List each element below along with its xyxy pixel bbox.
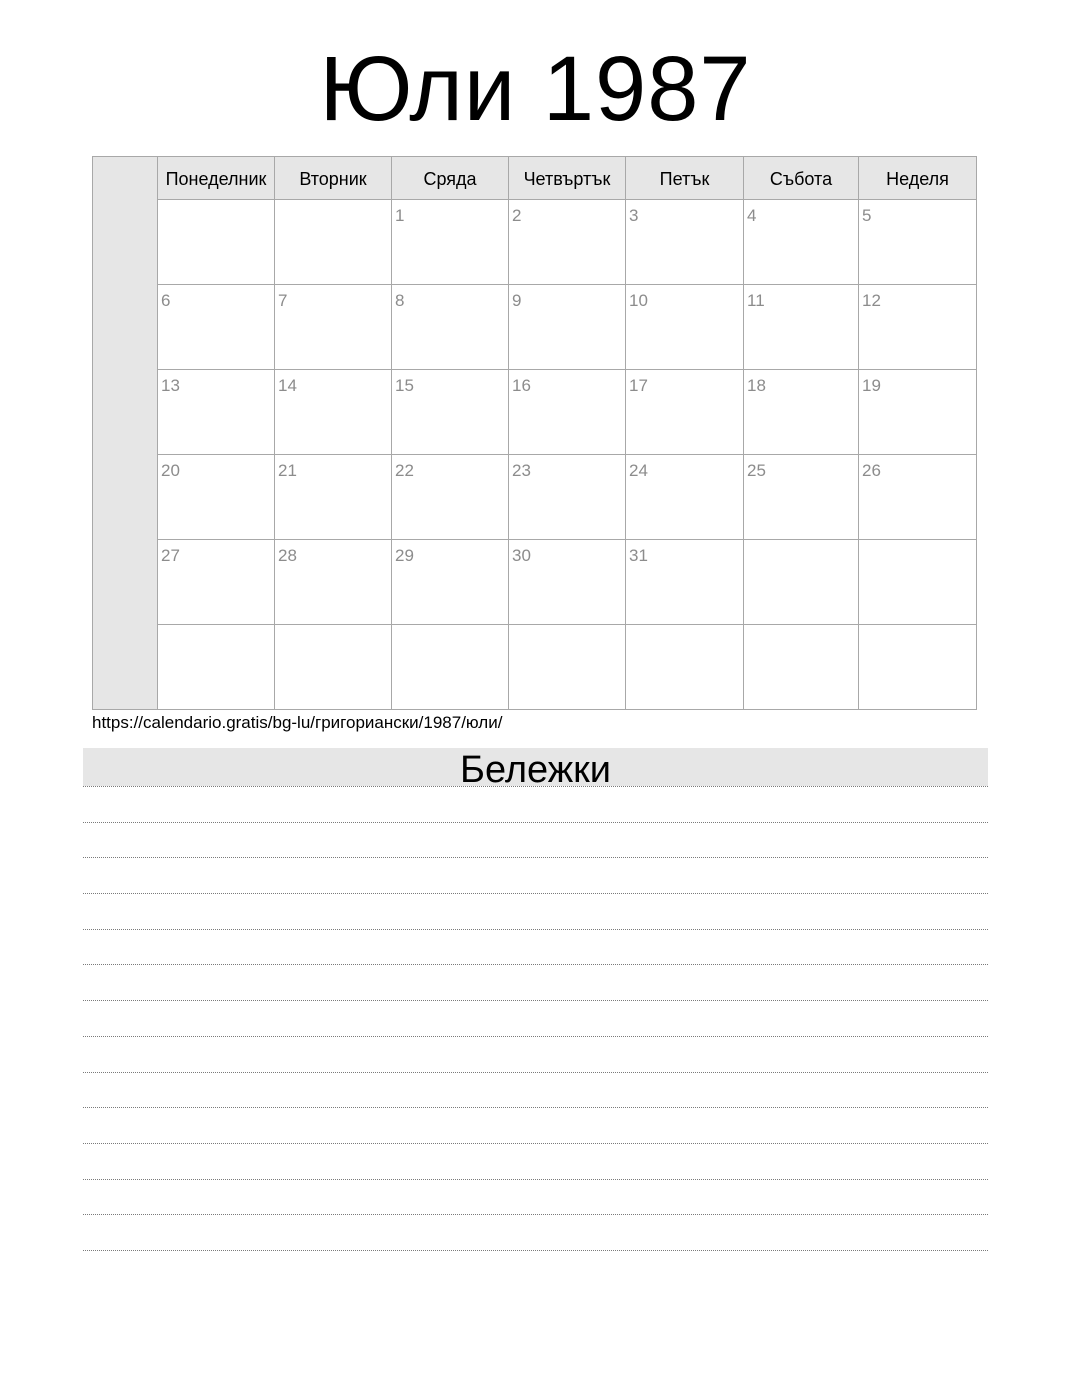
day-number: 27 [161, 546, 180, 565]
week-number-column [93, 157, 158, 709]
weekday-wednesday: Сряда [392, 157, 509, 199]
notes-line [83, 964, 988, 965]
day-number: 7 [278, 291, 288, 310]
notes-line [83, 822, 988, 823]
day-number: 2 [512, 206, 522, 225]
day-cell [744, 370, 859, 455]
weekday-friday: Петък [626, 157, 744, 199]
day-number: 30 [512, 546, 531, 565]
day-number: 24 [629, 461, 648, 480]
day-cell [392, 370, 509, 455]
notes-line [83, 1036, 988, 1037]
weekday-sunday: Неделя [886, 169, 949, 189]
notes-line [83, 786, 988, 787]
day-number: 16 [512, 376, 531, 395]
notes-line [83, 1072, 988, 1073]
day-cell [859, 455, 976, 540]
day-number: 6 [161, 291, 171, 310]
day-number: 26 [862, 461, 881, 480]
day-number: 18 [747, 376, 766, 395]
notes-line [83, 1179, 988, 1180]
day-cell [509, 285, 626, 370]
day-number: 29 [395, 546, 414, 565]
day-number: 23 [512, 461, 531, 480]
notes-line [83, 1107, 988, 1108]
notes-heading: Бележки [83, 748, 988, 786]
day-number: 31 [629, 546, 648, 565]
weekday-saturday: Събота [744, 157, 859, 199]
day-number: 13 [161, 376, 180, 395]
day-number: 19 [862, 376, 881, 395]
day-number: 1 [395, 206, 405, 225]
day-cell [509, 200, 626, 285]
weekday-tuesday: Вторник [275, 157, 392, 199]
day-cell [509, 455, 626, 540]
day-cell [275, 370, 392, 455]
day-cell [158, 625, 275, 709]
day-cell [859, 370, 976, 455]
notes-line [83, 893, 988, 894]
day-number: 8 [395, 291, 405, 310]
day-number: 4 [747, 206, 757, 225]
day-cell [158, 455, 275, 540]
day-cell [392, 455, 509, 540]
day-cell [275, 625, 392, 709]
notes-line [83, 1000, 988, 1001]
day-cell [859, 625, 976, 709]
day-cell [509, 370, 626, 455]
day-cell [392, 285, 509, 370]
day-cell [275, 455, 392, 540]
notes-line [83, 1214, 988, 1215]
notes-line [83, 929, 988, 930]
day-cell [158, 540, 275, 625]
day-number: 15 [395, 376, 414, 395]
day-number: 5 [862, 206, 872, 225]
day-cell [744, 285, 859, 370]
day-cell [744, 625, 859, 709]
day-number: 22 [395, 461, 414, 480]
day-number: 10 [629, 291, 648, 310]
day-number: 25 [747, 461, 766, 480]
day-cell [744, 540, 859, 625]
day-cell [158, 370, 275, 455]
page-title: Юли 1987 [319, 38, 752, 140]
day-cell [626, 370, 744, 455]
notes-line [83, 857, 988, 858]
day-cell [392, 625, 509, 709]
day-cell [392, 200, 509, 285]
day-cell [859, 285, 976, 370]
month-calendar [92, 156, 977, 710]
calendar-grid [158, 157, 976, 709]
day-cell [158, 285, 275, 370]
day-cell [744, 200, 859, 285]
day-number: 21 [278, 461, 297, 480]
day-number: 28 [278, 546, 297, 565]
day-cell [626, 285, 744, 370]
weekday-monday: Понеделник [158, 157, 275, 199]
day-number: 20 [161, 461, 180, 480]
day-cell [744, 455, 859, 540]
notes-line [83, 1143, 988, 1144]
day-number: 12 [862, 291, 881, 310]
day-cell [626, 540, 744, 625]
day-number: 9 [512, 291, 522, 310]
day-cell [509, 540, 626, 625]
day-cell [626, 625, 744, 709]
notes-line [83, 1250, 988, 1251]
day-cell [626, 200, 744, 285]
day-number: 3 [629, 206, 639, 225]
day-cell [275, 200, 392, 285]
day-cell [275, 285, 392, 370]
day-cell [275, 540, 392, 625]
day-cell [859, 200, 976, 285]
weekday-header-row [158, 157, 976, 200]
day-cell [859, 540, 976, 625]
day-cell [392, 540, 509, 625]
day-cell [509, 625, 626, 709]
day-number: 17 [629, 376, 648, 395]
day-number: 11 [747, 291, 765, 310]
day-cell [626, 455, 744, 540]
day-cell [158, 200, 275, 285]
source-link[interactable]: https://calendario.gratis/bg-lu/григориански/1987/юли/ [92, 713, 503, 732]
weekday-thursday: Четвъртък [509, 157, 626, 199]
day-number: 14 [278, 376, 297, 395]
